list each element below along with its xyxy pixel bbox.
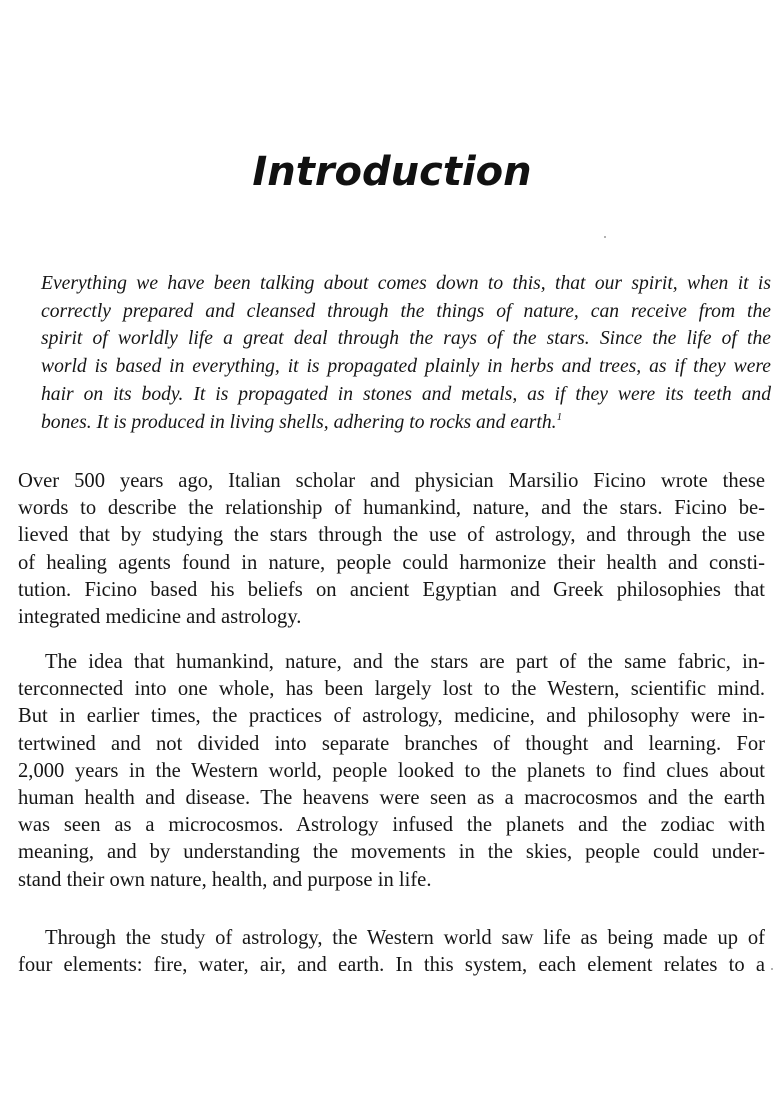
epigraph-line: hair on its body. It is propagated in stones and metals, as if they were its teeth and xyxy=(41,383,771,405)
paragraph-line: But in earlier times, the practices of astrology, medicine, and philosophy were in- xyxy=(18,705,765,728)
paragraph-line: terconnected into one whole, has been largely lost to the Western, scientific mind. xyxy=(18,678,765,701)
paragraph-line: 2,000 years in the Western world, people looked to the planets to find clues about xyxy=(18,759,765,782)
paragraph-line: words to describe the relationship of humankind, nature, and the stars. Ficino be- xyxy=(18,497,765,520)
scan-speck xyxy=(771,968,773,970)
paragraph-line: Through the study of astrology, the Western world saw life as being made up of xyxy=(45,927,765,949)
body-paragraph-3 xyxy=(18,925,765,979)
epigraph-line-text: bones. It is produced in living shells, adhering to rocks and earth. xyxy=(41,411,557,433)
paragraph-line: lieved that by studying the stars through the use of astrology, and through the use xyxy=(18,524,765,547)
epigraph-line: Everything we have been talking about comes down to this, that our spirit, when it is xyxy=(41,273,771,294)
paragraph-line: integrated medicine and astrology. xyxy=(18,606,302,629)
paragraph-line: was seen as a microcosmos. Astrology infused the planets and the zodiac with xyxy=(18,814,765,837)
paragraph-line: Over 500 years ago, Italian scholar and physician Marsilio Ficino wrote these xyxy=(18,470,765,492)
body-paragraph-1 xyxy=(18,468,765,631)
paragraph-line: stand their own nature, health, and purpose in life. xyxy=(18,868,432,891)
epigraph-line: world is based in everything, it is propagated plainly in herbs and trees, as if they were xyxy=(41,356,771,378)
epigraph-line-last xyxy=(41,409,771,437)
epigraph-line: spirit of worldly life a great deal through the rays of the stars. Since the life of the xyxy=(41,328,771,350)
paragraph-line: meaning, and by understanding the movements in the skies, people could under- xyxy=(18,841,765,864)
paragraph-line: tution. Ficino based his beliefs on ancient Egyptian and Greek philosophies that xyxy=(18,578,765,601)
paragraph-line: four elements: fire, water, air, and earth. In this system, each element relates to a xyxy=(18,954,765,977)
epigraph-line: correctly prepared and cleansed through the things of nature, can receive from the xyxy=(41,300,771,322)
chapter-title: Introduction xyxy=(252,149,532,195)
footnote-marker[interactable]: 1 xyxy=(556,410,563,423)
paragraph-line: of healing agents found in nature, people could harmonize their health and consti- xyxy=(18,551,765,574)
body-paragraph-2 xyxy=(18,649,765,894)
paragraph-line: The idea that humankind, nature, and the stars are part of the same fabric, in- xyxy=(45,651,765,673)
paragraph-line: tertwined and not divided into separate branches of thought and learning. For xyxy=(18,732,765,755)
scan-speck xyxy=(604,236,606,238)
epigraph-quote xyxy=(41,270,771,436)
paragraph-line: human health and disease. The heavens were seen as a macrocosmos and the earth xyxy=(18,787,765,810)
